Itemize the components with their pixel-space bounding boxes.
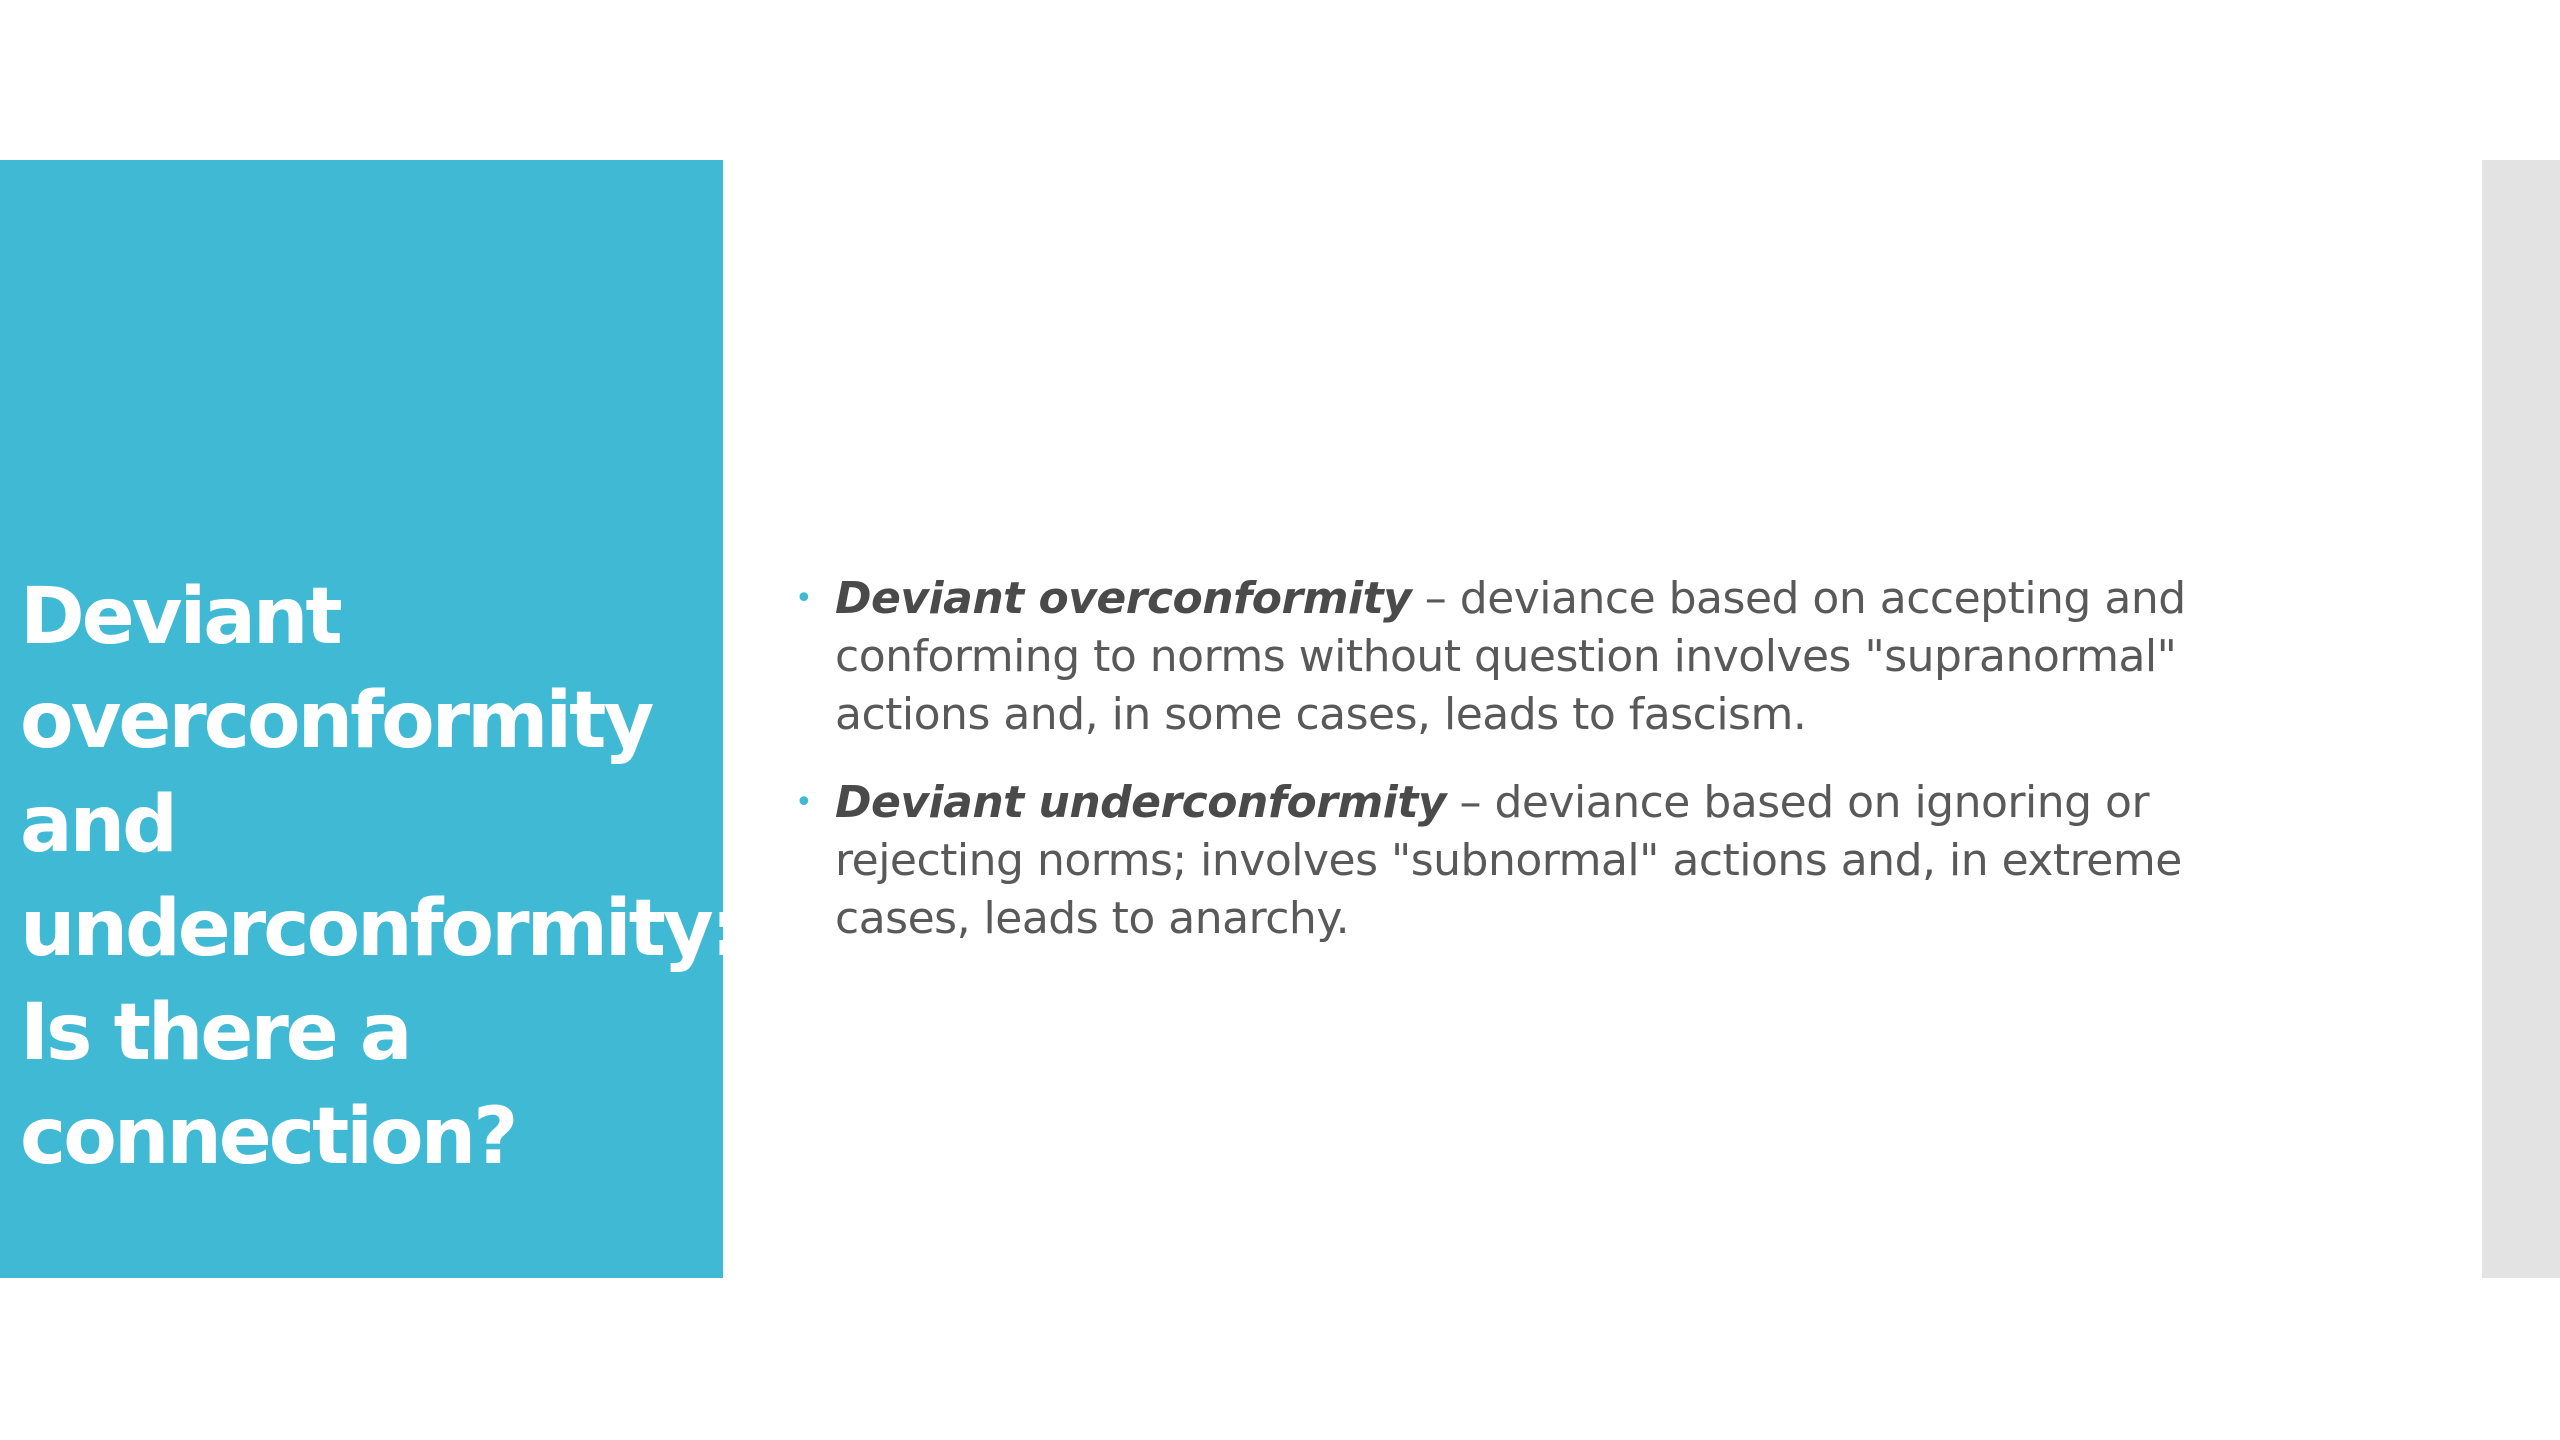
bullet-dot-icon: • (795, 581, 813, 616)
slide-title: Deviant overconformity and underconformity: Is there a connection? (20, 572, 739, 1182)
bullet-term: Deviant underconformity (835, 777, 1447, 828)
bullet-dot-icon: • (795, 785, 813, 820)
bullet-text: – deviance based on ignoring or rejecting norms; involves "subnormal" actions and, in extreme cases, leads to anarchy. (835, 777, 2182, 944)
bullet-item-overconformity (795, 570, 2235, 744)
bullet-list (795, 570, 2235, 978)
bullet-term: Deviant overconformity (835, 573, 1412, 624)
title-panel (0, 160, 739, 1278)
bullet-item-underconformity (795, 774, 2235, 948)
side-strip (2482, 160, 2560, 1278)
bullet-text: – deviance based on accepting and conforming to norms without question involves "supranormal" actions and, in some cases, leads to fascism. (835, 573, 2186, 740)
